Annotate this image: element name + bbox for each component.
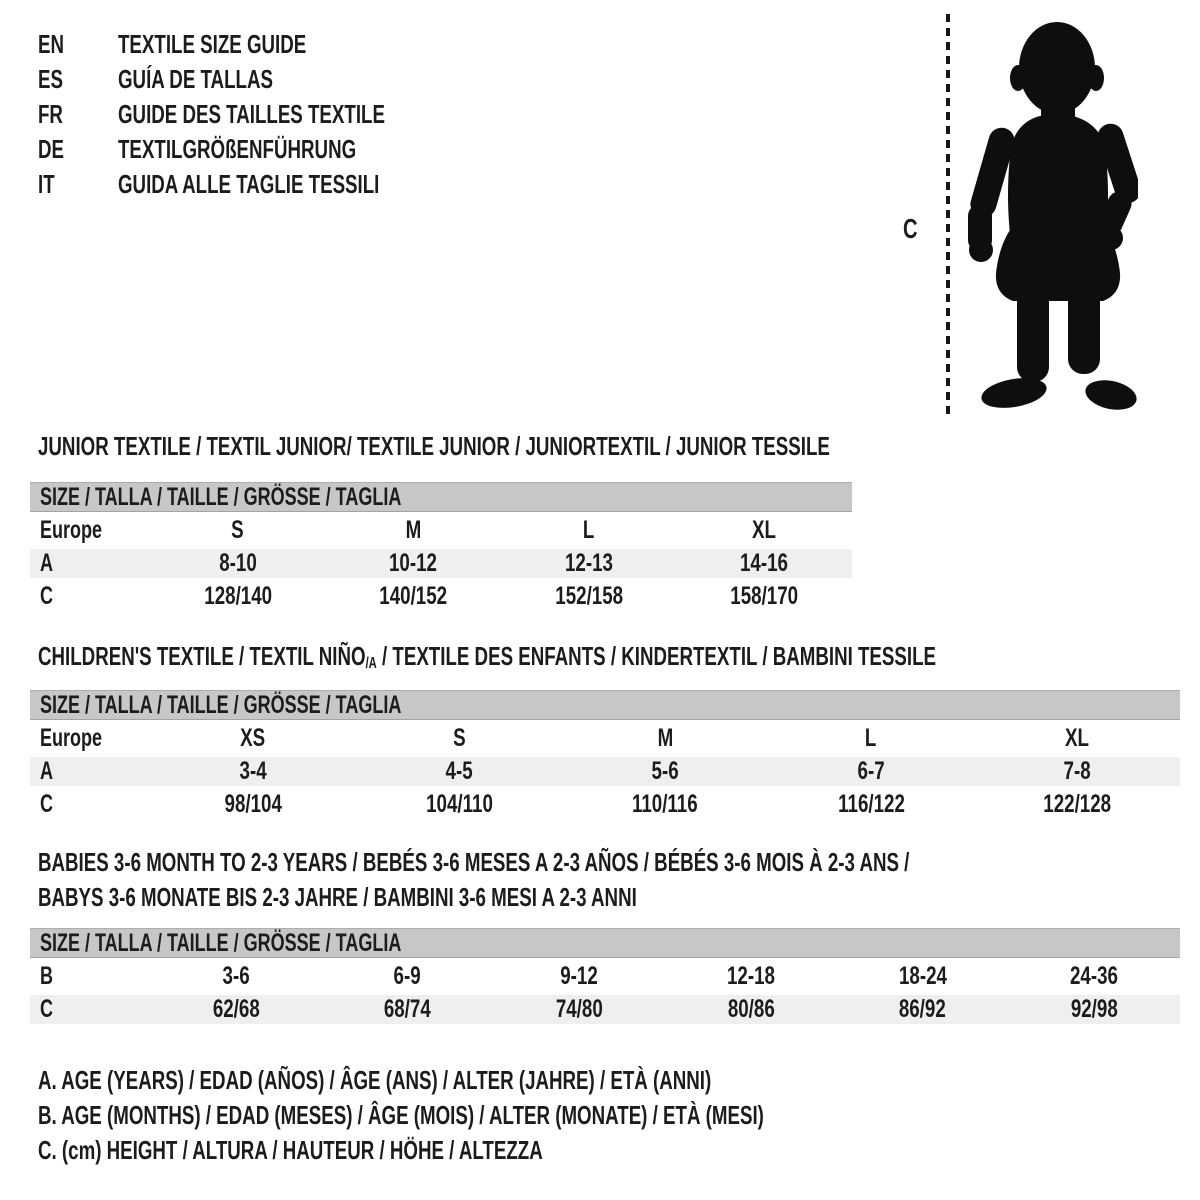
- height-measure-line: [946, 14, 950, 416]
- legend-block: [38, 1063, 1046, 1168]
- table-cell: [1008, 962, 1180, 991]
- cell-value: 128/140: [203, 582, 272, 610]
- height-measure-label-text: C: [903, 213, 918, 244]
- babies-row-months: [30, 962, 1180, 991]
- table-cell: [562, 757, 768, 786]
- row-label: [30, 757, 150, 786]
- cell-value: 3-6: [222, 962, 250, 990]
- table-cell: [493, 995, 665, 1024]
- table-cell: [150, 516, 326, 545]
- cell-value: 24-36: [1070, 962, 1119, 990]
- language-row: [38, 62, 489, 97]
- babies-section-title: [38, 845, 1200, 915]
- size-header-text: SIZE / TALLA / TAILLE / GRÖSSE / TAGLIA: [40, 691, 402, 719]
- size-header-text: SIZE / TALLA / TAILLE / GRÖSSE / TAGLIA: [40, 483, 402, 511]
- cell-value: 4-5: [445, 757, 473, 785]
- cell-value: S: [452, 724, 466, 752]
- legend-line-age-years: [38, 1063, 1046, 1098]
- table-cell: [677, 516, 853, 545]
- legend-text: A. AGE (YEARS) / EDAD (AÑOS) / ÂGE (ANS) / ALTER (JAHRE) / ETÀ (ANNI): [38, 1065, 712, 1095]
- language-code-text: ES: [38, 64, 63, 94]
- table-cell: [768, 724, 974, 753]
- language-code: [38, 29, 118, 60]
- cell-value: XS: [240, 724, 266, 752]
- language-code: [38, 134, 118, 165]
- cell-value: 6-9: [393, 962, 422, 990]
- legend-text: B. AGE (MONTHS) / EDAD (MESES) / ÂGE (MOIS) / ALTER (MONATE) / ETÀ (MESI): [38, 1100, 764, 1130]
- table-cell: [150, 790, 356, 819]
- cell-value: 7-8: [1063, 757, 1091, 785]
- language-row: [38, 27, 489, 62]
- height-measure-label: [903, 213, 923, 245]
- table-cell: [1008, 995, 1180, 1024]
- table-cell: [356, 724, 562, 753]
- cell-value: XL: [752, 516, 777, 544]
- table-cell: [326, 582, 502, 611]
- cell-value: 86/92: [899, 995, 946, 1023]
- cell-value: 140/152: [379, 582, 448, 610]
- table-cell: [837, 962, 1009, 991]
- cell-value: 3-4: [239, 757, 267, 785]
- legend-line-age-months: [38, 1098, 1046, 1133]
- table-cell: [677, 582, 853, 611]
- cell-value: 80/86: [727, 995, 775, 1023]
- junior-row-height: [30, 582, 852, 611]
- junior-row-europe: [30, 516, 852, 545]
- row-label-text: C: [40, 790, 54, 818]
- table-cell: [150, 549, 326, 578]
- table-cell: [493, 962, 665, 991]
- language-row: [38, 167, 489, 202]
- language-code-text: DE: [38, 134, 65, 164]
- table-cell: [150, 995, 322, 1024]
- cell-value: S: [231, 516, 245, 544]
- junior-row-age: [30, 549, 852, 578]
- children-title-pre: CHILDREN'S TEXTILE / TEXTIL NIÑO: [38, 641, 366, 671]
- row-label-text: Europe: [40, 516, 103, 544]
- row-label: [30, 516, 150, 545]
- table-cell: [322, 962, 494, 991]
- child-silhouette-shape: [967, 22, 1138, 414]
- child-silhouette-image: [962, 16, 1138, 418]
- cell-value: M: [405, 516, 422, 544]
- table-cell: [322, 995, 494, 1024]
- row-label-text: A: [40, 757, 54, 785]
- cell-value: 8-10: [218, 549, 257, 577]
- cell-value: 12-18: [726, 962, 775, 990]
- table-cell: [326, 516, 502, 545]
- row-label-text: A: [40, 549, 54, 577]
- language-code-text: EN: [38, 29, 65, 59]
- cell-value: 5-6: [651, 757, 679, 785]
- cell-value: 98/104: [224, 790, 282, 818]
- row-label-text: C: [40, 582, 54, 610]
- table-cell: [356, 790, 562, 819]
- cell-value: M: [657, 724, 673, 752]
- junior-section-title: [38, 431, 1138, 461]
- language-title-block: [38, 27, 489, 202]
- cell-value: 92/98: [1070, 995, 1118, 1023]
- cell-value: 104/110: [425, 790, 493, 818]
- cell-value: 62/68: [212, 995, 260, 1023]
- language-code: [38, 64, 118, 95]
- size-header-text: SIZE / TALLA / TAILLE / GRÖSSE / TAGLIA: [40, 929, 402, 957]
- table-cell: [562, 790, 768, 819]
- table-cell: [150, 582, 326, 611]
- table-cell: [665, 962, 837, 991]
- row-label: [30, 995, 150, 1024]
- row-label-text: C: [40, 995, 54, 1023]
- language-title: GUIDA ALLE TAGLIE TESSILI: [118, 169, 380, 199]
- table-cell: [501, 549, 677, 578]
- cell-value: 116/122: [837, 790, 905, 818]
- table-cell: [837, 995, 1009, 1024]
- babies-size-table: [30, 928, 1180, 1024]
- cell-value: 10-12: [389, 549, 438, 577]
- cell-value: L: [865, 724, 877, 752]
- children-title-post: / TEXTILE DES ENFANTS / KINDERTEXTIL / BAMBINI TESSILE: [376, 641, 937, 671]
- junior-section-title-text: JUNIOR TEXTILE / TEXTIL JUNIOR/ TEXTILE JUNIOR / JUNIORTEXTIL / JUNIOR TESSILE: [38, 431, 830, 461]
- junior-size-table: [30, 482, 852, 611]
- row-label: [30, 549, 150, 578]
- babies-title-line1: [38, 845, 1200, 880]
- table-cell: [562, 724, 768, 753]
- cell-value: 18-24: [898, 962, 947, 990]
- table-cell: [677, 549, 853, 578]
- children-row-age: [30, 757, 1180, 786]
- cell-value: 110/116: [632, 790, 698, 818]
- table-cell: [768, 790, 974, 819]
- language-title: TEXTILGRÖßENFÜHRUNG: [118, 134, 357, 164]
- babies-row-height: [30, 995, 1180, 1024]
- children-row-europe: [30, 724, 1180, 753]
- table-cell: [356, 757, 562, 786]
- row-label: [30, 582, 150, 611]
- table-cell: [150, 962, 322, 991]
- babies-table-size-header: [30, 928, 1180, 958]
- language-row: [38, 132, 489, 167]
- language-title: TEXTILE SIZE GUIDE: [118, 29, 307, 59]
- language-code-text: IT: [38, 169, 55, 199]
- cell-value: 14-16: [740, 549, 789, 577]
- cell-value: 12-13: [564, 549, 613, 577]
- cell-value: 74/80: [555, 995, 603, 1023]
- table-cell: [665, 995, 837, 1024]
- cell-value: L: [583, 516, 595, 544]
- cell-value: 152/158: [554, 582, 623, 610]
- table-cell: [768, 757, 974, 786]
- children-size-table: [30, 690, 1180, 819]
- table-cell: [974, 757, 1180, 786]
- children-section-title-text: [38, 641, 936, 679]
- language-row: [38, 97, 489, 132]
- table-cell: [974, 790, 1180, 819]
- cell-value: 158/170: [730, 582, 799, 610]
- children-section-title: [38, 641, 1200, 679]
- cell-value: 68/74: [384, 995, 431, 1023]
- row-label: [30, 962, 150, 991]
- table-cell: [150, 724, 356, 753]
- language-title: GUÍA DE TALLAS: [118, 64, 273, 94]
- language-code: [38, 169, 118, 200]
- row-label-text: B: [40, 962, 54, 990]
- table-cell: [501, 582, 677, 611]
- language-code-text: FR: [38, 99, 63, 129]
- cell-value: 6-7: [857, 757, 885, 785]
- row-label-text: Europe: [40, 724, 103, 752]
- row-label: [30, 724, 150, 753]
- table-cell: [501, 516, 677, 545]
- table-cell: [974, 724, 1180, 753]
- babies-title-line2-text: BABYS 3-6 MONATE BIS 2-3 JAHRE / BAMBINI 3-6 MESI A 2-3 ANNI: [38, 882, 637, 912]
- babies-title-line1-text: BABIES 3-6 MONTH TO 2-3 YEARS / BEBÉS 3-6 MESES A 2-3 AÑOS / BÉBÉS 3-6 MOIS À 2-3 ANS /: [38, 847, 910, 877]
- children-title-sub: /A: [365, 655, 377, 673]
- language-code: [38, 99, 118, 130]
- cell-value: 122/128: [1043, 790, 1111, 818]
- row-label: [30, 790, 150, 819]
- table-cell: [326, 549, 502, 578]
- junior-table-size-header: [30, 482, 852, 512]
- legend-text: C. (cm) HEIGHT / ALTURA / HAUTEUR / HÖHE / ALTEZZA: [38, 1135, 543, 1165]
- cell-value: 9-12: [560, 962, 598, 990]
- children-table-size-header: [30, 690, 1180, 720]
- children-row-height: [30, 790, 1180, 819]
- babies-title-line2: [38, 880, 1200, 915]
- legend-line-height: [38, 1133, 1046, 1168]
- cell-value: XL: [1065, 724, 1089, 752]
- table-cell: [150, 757, 356, 786]
- language-title: GUIDE DES TAILLES TEXTILE: [118, 99, 385, 129]
